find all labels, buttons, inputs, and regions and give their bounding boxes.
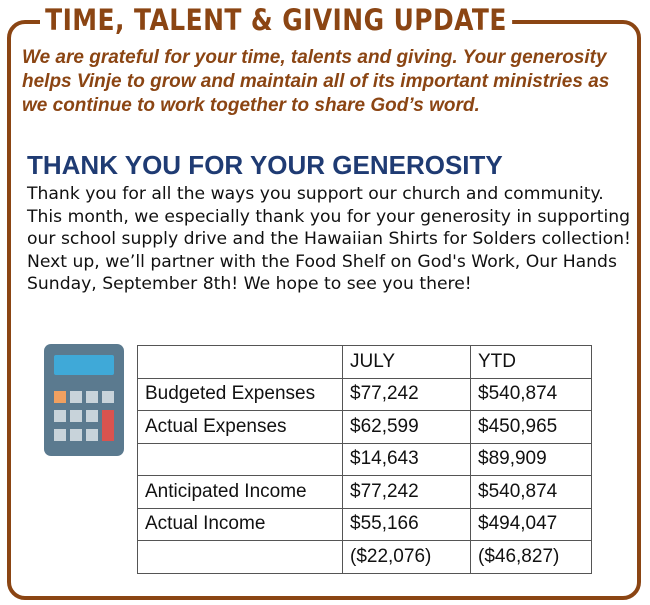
row-label: Anticipated Income [138,476,343,509]
row-label [138,443,343,476]
table-row [138,541,592,574]
table-row [138,476,592,509]
july-value: $62,599 [343,411,471,444]
header-cell [138,346,343,379]
ytd-value: $450,965 [471,411,592,444]
ytd-value: $540,874 [471,476,592,509]
table-row [138,378,592,411]
intro-text: We are grateful for your time, talents and giving. Your generosity helps Vinje to grow and maintain all of its important ministries as we continue to work together to share God’s word. [22,47,610,116]
row-label [138,541,343,574]
calculator-icon-graphic [44,344,124,456]
july-value: ($22,076) [343,541,471,574]
july-value: $55,166 [343,508,471,541]
budget-table [137,345,592,574]
ytd-value: $494,047 [471,508,592,541]
row-label: Actual Income [138,508,343,541]
header-cell-july: JULY [343,346,471,379]
header-cell-ytd: YTD [471,346,592,379]
banner-title: TIME, TALENT & GIVING UPDATE [40,0,512,40]
thank-you-body: Thank you for all the ways you support our church and community. This month, we especially thank you for your generosity in supporting our school supply drive and the Hawaiian Shirts for Solders collection! Next up, we’ll partner with the Food Shelf on God's Work, Our Hands Sunday, September 8th! We hope to see you there! [27,184,631,294]
row-label: Budgeted Expenses [138,378,343,411]
july-value: $77,242 [343,378,471,411]
table-row [138,508,592,541]
table-row [138,411,592,444]
row-label: Actual Expenses [138,411,343,444]
ytd-value: $89,909 [471,443,592,476]
calculator-icon [44,344,124,456]
july-value: $77,242 [343,476,471,509]
ytd-value: $540,874 [471,378,592,411]
section-heading: THANK YOU FOR YOUR GENEROSITY [27,150,503,180]
july-value: $14,643 [343,443,471,476]
table-header-row [138,346,592,379]
table-row [138,443,592,476]
ytd-value: ($46,827) [471,541,592,574]
